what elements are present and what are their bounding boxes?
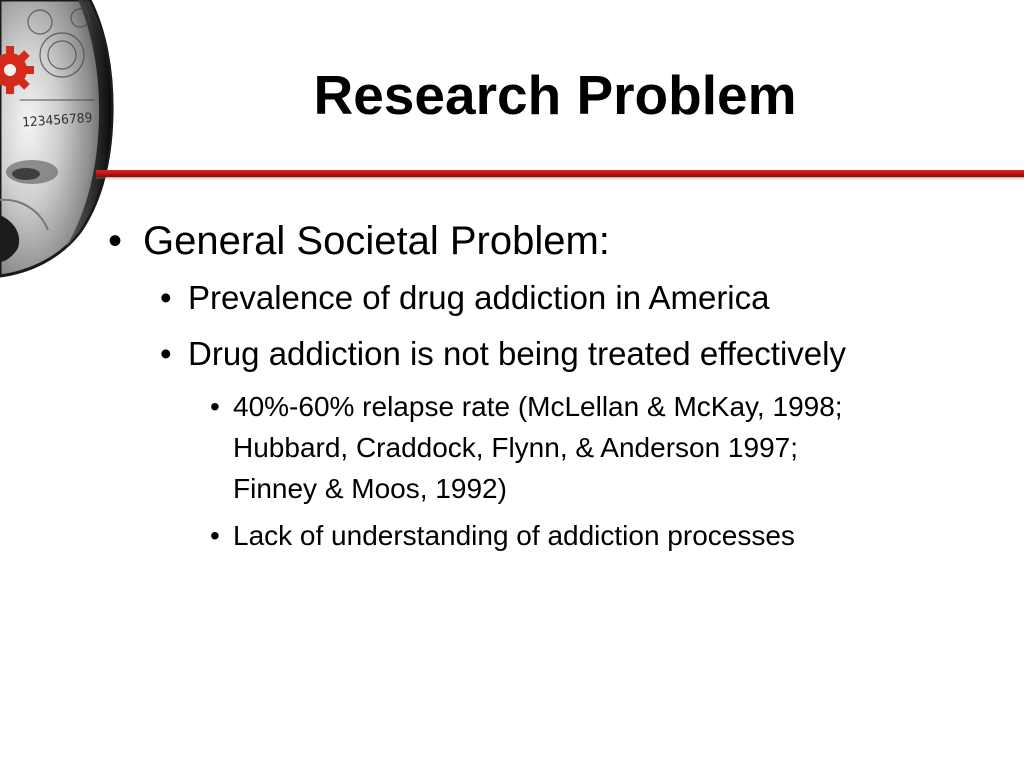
bullet-level-3: Lack of understanding of addiction processes <box>233 520 795 551</box>
bullet-dot: • <box>160 335 172 372</box>
slide-title: Research Problem <box>313 64 797 126</box>
bullet-level-2: Drug addiction is not being treated effectively <box>188 335 846 372</box>
svg-text:123456789: 123456789 <box>21 110 93 131</box>
bullet-dot: • <box>210 391 220 422</box>
bullet-level-3-line: 40%-60% relapse rate (McLellan & McKay, 1998; <box>233 391 843 422</box>
bullet-dot: • <box>210 520 220 551</box>
bullet-level-3-line: Finney & Moos, 1992) <box>233 473 507 504</box>
bullet-level-3-line: Hubbard, Craddock, Flynn, & Anderson 1997; <box>233 432 799 463</box>
bullet-level-2: Prevalence of drug addiction in America <box>188 279 770 316</box>
bullet-dot: • <box>108 219 123 263</box>
bullet-dot: • <box>160 279 172 316</box>
bullet-level-1: General Societal Problem: <box>143 219 610 263</box>
